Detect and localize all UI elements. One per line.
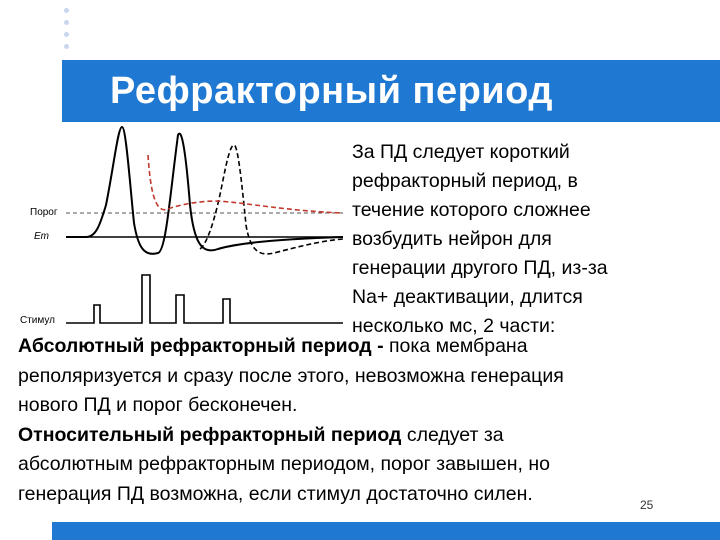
absolute-period-line-1 (18, 332, 708, 362)
relative-period-text: следует за (401, 423, 504, 446)
stimulus-trace (66, 275, 343, 323)
decor-dot (64, 8, 69, 13)
bottom-bar (52, 522, 720, 540)
intro-line: возбудить нейрон для (352, 228, 552, 250)
refractory-diagram (18, 125, 348, 335)
threshold-decay-curve (148, 155, 343, 213)
relative-period-term: Относительный рефракторный период (18, 423, 402, 446)
relative-period-line-1 (18, 421, 708, 451)
absolute-period-line-3: нового ПД и порог бесконечен. (18, 394, 298, 416)
resting-label: Em (34, 231, 49, 242)
relative-period-line-2: абсолютным рефракторным периодом, порог завышен, но (18, 453, 550, 475)
relative-period-line-3: генерация ПД возможна, если стимул достаточно силен. (18, 482, 533, 505)
decor-dot (64, 20, 69, 25)
threshold-label: Порог (30, 207, 58, 218)
intro-line: течение которого сложнее (352, 199, 591, 221)
intro-line: За ПД следует короткий (352, 141, 570, 163)
page-number: 25 (640, 498, 654, 512)
intro-line: несколько мс, 2 части: (352, 315, 556, 337)
absolute-period-line-2: реполяризуется и сразу после этого, невозможна генерация (18, 364, 564, 387)
action-potential-curve (66, 127, 343, 254)
intro-line: генерации другого ПД, из-за (352, 257, 608, 279)
body-text (18, 332, 708, 509)
intro-text (352, 138, 712, 341)
decor-dot (64, 44, 69, 49)
decor-dot (64, 32, 69, 37)
absolute-period-text: пока мембрана (383, 335, 528, 357)
intro-line: рефракторный период, в (352, 170, 578, 192)
slide-title: Рефракторный период (110, 70, 553, 112)
action-potential-figure (18, 125, 348, 335)
stimulus-label: Стимул (20, 315, 55, 326)
absolute-period-term: Абсолютный рефракторный период - (18, 335, 384, 357)
intro-line: Na+ деактивации, длится (352, 286, 583, 308)
